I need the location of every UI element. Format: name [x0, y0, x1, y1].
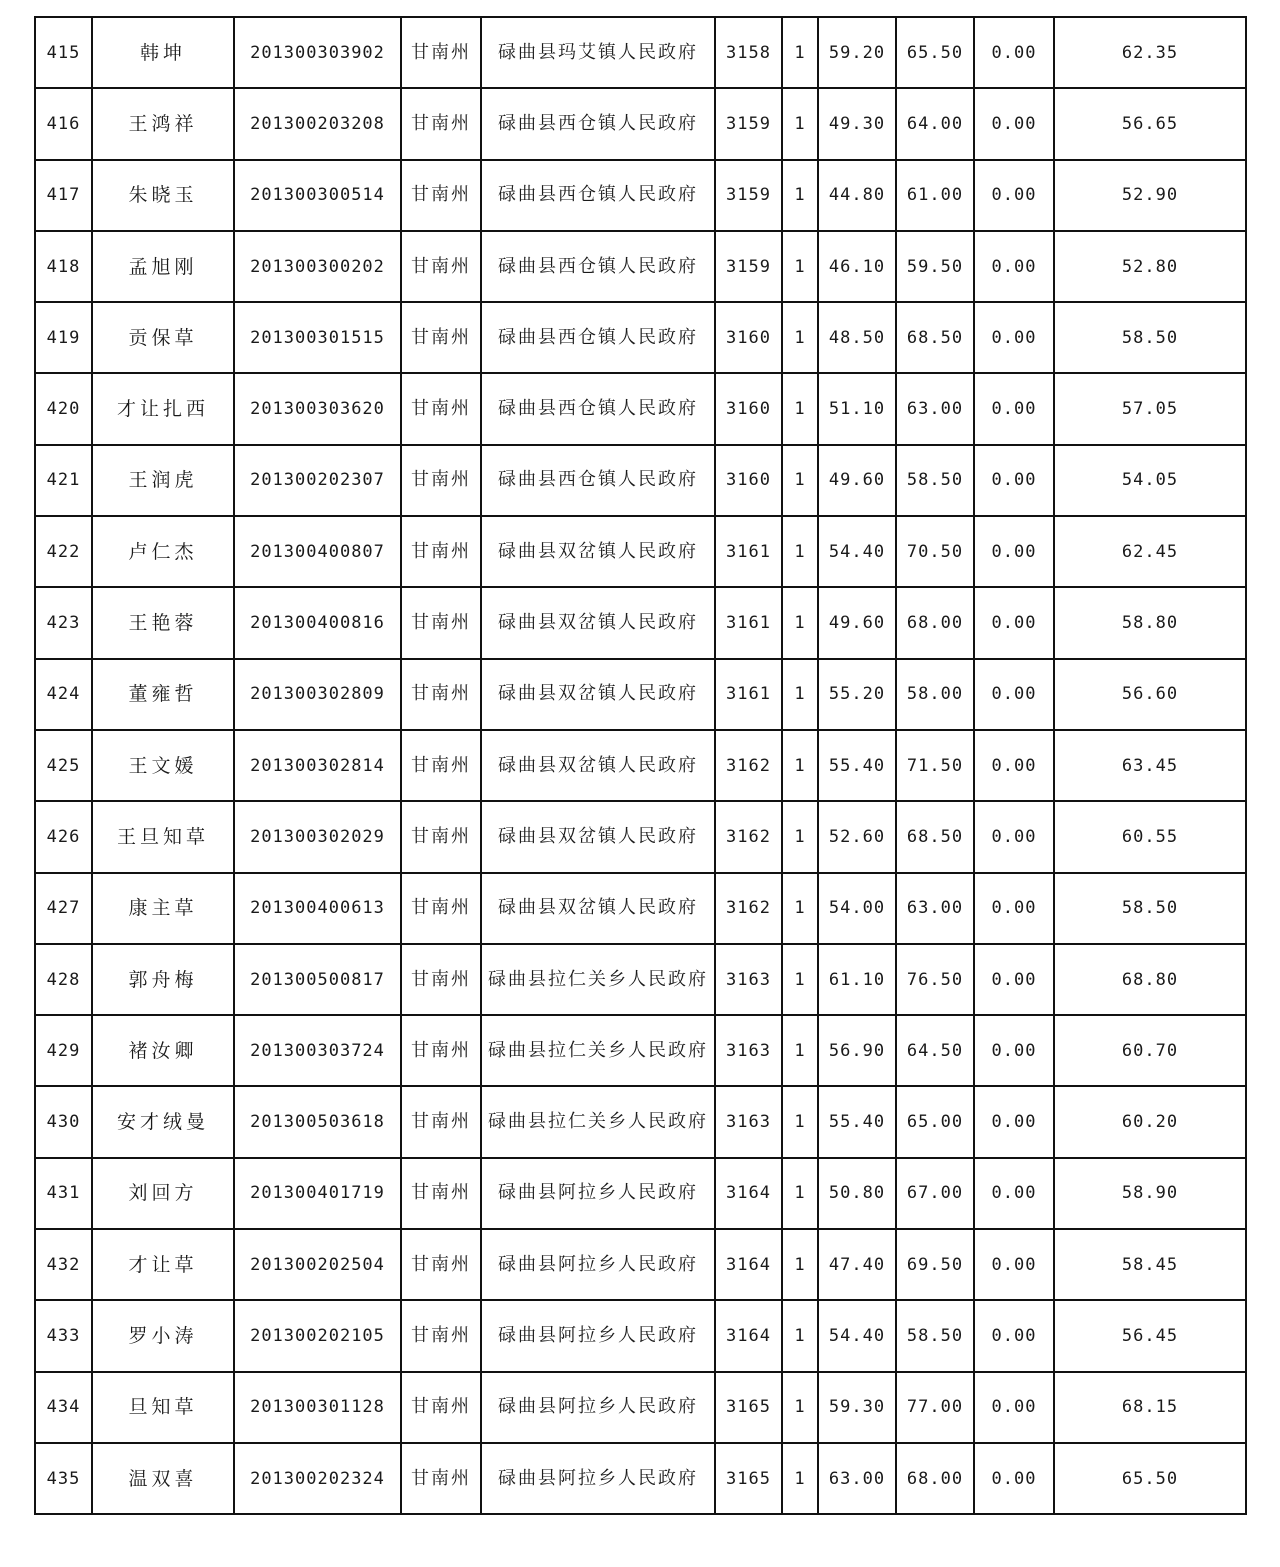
exam-number-cell: 201300503618 — [234, 1086, 401, 1157]
region-cell: 甘南州 — [401, 1015, 481, 1086]
post-code-cell: 3162 — [715, 801, 782, 872]
post-code-cell: 3161 — [715, 659, 782, 730]
unit-cell: 碌曲县阿拉乡人民政府 — [481, 1300, 715, 1371]
exam-number-cell: 201300302814 — [234, 730, 401, 801]
quota-cell: 1 — [782, 873, 818, 944]
seq-cell: 429 — [35, 1015, 92, 1086]
total-score-cell: 56.45 — [1054, 1300, 1246, 1371]
post-code-cell: 3160 — [715, 373, 782, 444]
post-code-cell: 3161 — [715, 587, 782, 658]
post-code-cell: 3162 — [715, 873, 782, 944]
region-cell: 甘南州 — [401, 801, 481, 872]
seq-cell: 424 — [35, 659, 92, 730]
unit-cell: 碌曲县西仓镇人民政府 — [481, 302, 715, 373]
seq-cell: 423 — [35, 587, 92, 658]
unit-cell: 碌曲县拉仁关乡人民政府 — [481, 944, 715, 1015]
seq-cell: 421 — [35, 445, 92, 516]
exam-number-cell: 201300202307 — [234, 445, 401, 516]
interview-score-cell: 76.50 — [896, 944, 974, 1015]
table-body — [35, 17, 1246, 1514]
exam-number-cell: 201300400807 — [234, 516, 401, 587]
name-cell: 孟旭刚 — [92, 231, 234, 302]
post-code-cell: 3165 — [715, 1443, 782, 1514]
table-row — [35, 302, 1246, 373]
bonus-score-cell: 0.00 — [974, 1300, 1054, 1371]
total-score-cell: 54.05 — [1054, 445, 1246, 516]
interview-score-cell: 68.50 — [896, 801, 974, 872]
exam-number-cell: 201300500817 — [234, 944, 401, 1015]
exam-number-cell: 201300401719 — [234, 1158, 401, 1229]
post-code-cell: 3163 — [715, 1015, 782, 1086]
seq-cell: 416 — [35, 88, 92, 159]
written-score-cell: 61.10 — [818, 944, 896, 1015]
name-cell: 褚汝卿 — [92, 1015, 234, 1086]
unit-cell: 碌曲县西仓镇人民政府 — [481, 88, 715, 159]
name-cell: 董雍哲 — [92, 659, 234, 730]
bonus-score-cell: 0.00 — [974, 1015, 1054, 1086]
table-row — [35, 373, 1246, 444]
table-row — [35, 944, 1246, 1015]
name-cell: 郭舟梅 — [92, 944, 234, 1015]
post-code-cell: 3162 — [715, 730, 782, 801]
table-row — [35, 160, 1246, 231]
post-code-cell: 3164 — [715, 1158, 782, 1229]
region-cell: 甘南州 — [401, 160, 481, 231]
unit-cell: 碌曲县双岔镇人民政府 — [481, 587, 715, 658]
bonus-score-cell: 0.00 — [974, 17, 1054, 88]
exam-number-cell: 201300303724 — [234, 1015, 401, 1086]
name-cell: 刘回方 — [92, 1158, 234, 1229]
post-code-cell: 3161 — [715, 516, 782, 587]
table-row — [35, 1300, 1246, 1371]
exam-number-cell: 201300303902 — [234, 17, 401, 88]
total-score-cell: 56.60 — [1054, 659, 1246, 730]
unit-cell: 碌曲县西仓镇人民政府 — [481, 160, 715, 231]
written-score-cell: 56.90 — [818, 1015, 896, 1086]
quota-cell: 1 — [782, 160, 818, 231]
interview-score-cell: 58.50 — [896, 445, 974, 516]
quota-cell: 1 — [782, 1300, 818, 1371]
seq-cell: 433 — [35, 1300, 92, 1371]
total-score-cell: 63.45 — [1054, 730, 1246, 801]
name-cell: 卢仁杰 — [92, 516, 234, 587]
quota-cell: 1 — [782, 302, 818, 373]
bonus-score-cell: 0.00 — [974, 944, 1054, 1015]
written-score-cell: 55.40 — [818, 730, 896, 801]
post-code-cell: 3158 — [715, 17, 782, 88]
unit-cell: 碌曲县阿拉乡人民政府 — [481, 1372, 715, 1443]
quota-cell: 1 — [782, 730, 818, 801]
quota-cell: 1 — [782, 1086, 818, 1157]
name-cell: 旦知草 — [92, 1372, 234, 1443]
exam-number-cell: 201300202504 — [234, 1229, 401, 1300]
unit-cell: 碌曲县西仓镇人民政府 — [481, 445, 715, 516]
name-cell: 韩坤 — [92, 17, 234, 88]
written-score-cell: 47.40 — [818, 1229, 896, 1300]
name-cell: 王艳蓉 — [92, 587, 234, 658]
interview-score-cell: 77.00 — [896, 1372, 974, 1443]
table-row — [35, 516, 1246, 587]
interview-score-cell: 63.00 — [896, 373, 974, 444]
quota-cell: 1 — [782, 944, 818, 1015]
table-row — [35, 873, 1246, 944]
region-cell: 甘南州 — [401, 373, 481, 444]
seq-cell: 420 — [35, 373, 92, 444]
interview-score-cell: 68.50 — [896, 302, 974, 373]
table-row — [35, 801, 1246, 872]
quota-cell: 1 — [782, 659, 818, 730]
unit-cell: 碌曲县双岔镇人民政府 — [481, 801, 715, 872]
interview-score-cell: 59.50 — [896, 231, 974, 302]
bonus-score-cell: 0.00 — [974, 659, 1054, 730]
seq-cell: 431 — [35, 1158, 92, 1229]
seq-cell: 427 — [35, 873, 92, 944]
total-score-cell: 68.15 — [1054, 1372, 1246, 1443]
region-cell: 甘南州 — [401, 1372, 481, 1443]
total-score-cell: 68.80 — [1054, 944, 1246, 1015]
unit-cell: 碌曲县阿拉乡人民政府 — [481, 1229, 715, 1300]
exam-number-cell: 201300302809 — [234, 659, 401, 730]
seq-cell: 425 — [35, 730, 92, 801]
name-cell: 贡保草 — [92, 302, 234, 373]
name-cell: 王文媛 — [92, 730, 234, 801]
unit-cell: 碌曲县阿拉乡人民政府 — [481, 1158, 715, 1229]
score-table — [34, 16, 1247, 1515]
exam-number-cell: 201300300514 — [234, 160, 401, 231]
table-row — [35, 1086, 1246, 1157]
seq-cell: 426 — [35, 801, 92, 872]
post-code-cell: 3159 — [715, 88, 782, 159]
seq-cell: 430 — [35, 1086, 92, 1157]
table-row — [35, 1158, 1246, 1229]
post-code-cell: 3159 — [715, 231, 782, 302]
written-score-cell: 54.40 — [818, 516, 896, 587]
unit-cell: 碌曲县双岔镇人民政府 — [481, 873, 715, 944]
seq-cell: 417 — [35, 160, 92, 231]
quota-cell: 1 — [782, 17, 818, 88]
quota-cell: 1 — [782, 445, 818, 516]
region-cell: 甘南州 — [401, 302, 481, 373]
table-row — [35, 1229, 1246, 1300]
total-score-cell: 58.45 — [1054, 1229, 1246, 1300]
post-code-cell: 3159 — [715, 160, 782, 231]
name-cell: 康主草 — [92, 873, 234, 944]
region-cell: 甘南州 — [401, 1229, 481, 1300]
written-score-cell: 49.30 — [818, 88, 896, 159]
interview-score-cell: 67.00 — [896, 1158, 974, 1229]
exam-number-cell: 201300203208 — [234, 88, 401, 159]
name-cell: 朱晓玉 — [92, 160, 234, 231]
post-code-cell: 3160 — [715, 445, 782, 516]
written-score-cell: 59.30 — [818, 1372, 896, 1443]
unit-cell: 碌曲县双岔镇人民政府 — [481, 730, 715, 801]
post-code-cell: 3164 — [715, 1300, 782, 1371]
unit-cell: 碌曲县阿拉乡人民政府 — [481, 1443, 715, 1514]
region-cell: 甘南州 — [401, 730, 481, 801]
post-code-cell: 3165 — [715, 1372, 782, 1443]
exam-number-cell: 201300202324 — [234, 1443, 401, 1514]
total-score-cell: 60.70 — [1054, 1015, 1246, 1086]
total-score-cell: 65.50 — [1054, 1443, 1246, 1514]
exam-number-cell: 201300301515 — [234, 302, 401, 373]
region-cell: 甘南州 — [401, 88, 481, 159]
interview-score-cell: 68.00 — [896, 1443, 974, 1514]
total-score-cell: 57.05 — [1054, 373, 1246, 444]
name-cell: 王旦知草 — [92, 801, 234, 872]
total-score-cell: 60.20 — [1054, 1086, 1246, 1157]
bonus-score-cell: 0.00 — [974, 1158, 1054, 1229]
written-score-cell: 50.80 — [818, 1158, 896, 1229]
interview-score-cell: 58.50 — [896, 1300, 974, 1371]
exam-number-cell: 201300302029 — [234, 801, 401, 872]
region-cell: 甘南州 — [401, 944, 481, 1015]
region-cell: 甘南州 — [401, 659, 481, 730]
written-score-cell: 55.20 — [818, 659, 896, 730]
region-cell: 甘南州 — [401, 1158, 481, 1229]
bonus-score-cell: 0.00 — [974, 231, 1054, 302]
bonus-score-cell: 0.00 — [974, 1372, 1054, 1443]
total-score-cell: 60.55 — [1054, 801, 1246, 872]
region-cell: 甘南州 — [401, 231, 481, 302]
name-cell: 才让扎西 — [92, 373, 234, 444]
region-cell: 甘南州 — [401, 1086, 481, 1157]
bonus-score-cell: 0.00 — [974, 516, 1054, 587]
total-score-cell: 58.50 — [1054, 873, 1246, 944]
seq-cell: 428 — [35, 944, 92, 1015]
total-score-cell: 56.65 — [1054, 88, 1246, 159]
total-score-cell: 58.90 — [1054, 1158, 1246, 1229]
table-row — [35, 88, 1246, 159]
name-cell: 才让草 — [92, 1229, 234, 1300]
written-score-cell: 54.00 — [818, 873, 896, 944]
unit-cell: 碌曲县双岔镇人民政府 — [481, 516, 715, 587]
quota-cell: 1 — [782, 1158, 818, 1229]
bonus-score-cell: 0.00 — [974, 873, 1054, 944]
bonus-score-cell: 0.00 — [974, 445, 1054, 516]
name-cell: 安才绒曼 — [92, 1086, 234, 1157]
bonus-score-cell: 0.00 — [974, 302, 1054, 373]
name-cell: 王鸿祥 — [92, 88, 234, 159]
quota-cell: 1 — [782, 1443, 818, 1514]
unit-cell: 碌曲县西仓镇人民政府 — [481, 231, 715, 302]
quota-cell: 1 — [782, 1229, 818, 1300]
table-row — [35, 659, 1246, 730]
written-score-cell: 49.60 — [818, 445, 896, 516]
name-cell: 罗小涛 — [92, 1300, 234, 1371]
total-score-cell: 58.80 — [1054, 587, 1246, 658]
unit-cell: 碌曲县西仓镇人民政府 — [481, 373, 715, 444]
region-cell: 甘南州 — [401, 1300, 481, 1371]
interview-score-cell: 63.00 — [896, 873, 974, 944]
interview-score-cell: 58.00 — [896, 659, 974, 730]
quota-cell: 1 — [782, 516, 818, 587]
table-row — [35, 1015, 1246, 1086]
table-row — [35, 730, 1246, 801]
table-row — [35, 17, 1246, 88]
quota-cell: 1 — [782, 1372, 818, 1443]
unit-cell: 碌曲县拉仁关乡人民政府 — [481, 1015, 715, 1086]
name-cell: 温双喜 — [92, 1443, 234, 1514]
seq-cell: 415 — [35, 17, 92, 88]
written-score-cell: 44.80 — [818, 160, 896, 231]
written-score-cell: 63.00 — [818, 1443, 896, 1514]
interview-score-cell: 70.50 — [896, 516, 974, 587]
post-code-cell: 3160 — [715, 302, 782, 373]
interview-score-cell: 65.50 — [896, 17, 974, 88]
unit-cell: 碌曲县玛艾镇人民政府 — [481, 17, 715, 88]
region-cell: 甘南州 — [401, 873, 481, 944]
written-score-cell: 49.60 — [818, 587, 896, 658]
exam-number-cell: 201300202105 — [234, 1300, 401, 1371]
total-score-cell: 52.90 — [1054, 160, 1246, 231]
exam-number-cell: 201300400613 — [234, 873, 401, 944]
quota-cell: 1 — [782, 88, 818, 159]
interview-score-cell: 65.00 — [896, 1086, 974, 1157]
quota-cell: 1 — [782, 801, 818, 872]
interview-score-cell: 61.00 — [896, 160, 974, 231]
region-cell: 甘南州 — [401, 587, 481, 658]
region-cell: 甘南州 — [401, 1443, 481, 1514]
total-score-cell: 62.35 — [1054, 17, 1246, 88]
exam-number-cell: 201300303620 — [234, 373, 401, 444]
total-score-cell: 62.45 — [1054, 516, 1246, 587]
seq-cell: 435 — [35, 1443, 92, 1514]
bonus-score-cell: 0.00 — [974, 1086, 1054, 1157]
written-score-cell: 46.10 — [818, 231, 896, 302]
seq-cell: 434 — [35, 1372, 92, 1443]
written-score-cell: 48.50 — [818, 302, 896, 373]
name-cell: 王润虎 — [92, 445, 234, 516]
bonus-score-cell: 0.00 — [974, 373, 1054, 444]
seq-cell: 418 — [35, 231, 92, 302]
region-cell: 甘南州 — [401, 516, 481, 587]
seq-cell: 419 — [35, 302, 92, 373]
interview-score-cell: 68.00 — [896, 587, 974, 658]
total-score-cell: 58.50 — [1054, 302, 1246, 373]
post-code-cell: 3163 — [715, 1086, 782, 1157]
exam-number-cell: 201300301128 — [234, 1372, 401, 1443]
region-cell: 甘南州 — [401, 445, 481, 516]
region-cell: 甘南州 — [401, 17, 481, 88]
written-score-cell: 52.60 — [818, 801, 896, 872]
exam-number-cell: 201300400816 — [234, 587, 401, 658]
quota-cell: 1 — [782, 231, 818, 302]
interview-score-cell: 71.50 — [896, 730, 974, 801]
bonus-score-cell: 0.00 — [974, 730, 1054, 801]
interview-score-cell: 64.00 — [896, 88, 974, 159]
bonus-score-cell: 0.00 — [974, 88, 1054, 159]
written-score-cell: 55.40 — [818, 1086, 896, 1157]
table-row — [35, 445, 1246, 516]
interview-score-cell: 69.50 — [896, 1229, 974, 1300]
table-row — [35, 231, 1246, 302]
bonus-score-cell: 0.00 — [974, 1443, 1054, 1514]
table-row — [35, 587, 1246, 658]
quota-cell: 1 — [782, 1015, 818, 1086]
written-score-cell: 51.10 — [818, 373, 896, 444]
quota-cell: 1 — [782, 587, 818, 658]
seq-cell: 432 — [35, 1229, 92, 1300]
quota-cell: 1 — [782, 373, 818, 444]
table-row — [35, 1443, 1246, 1514]
unit-cell: 碌曲县双岔镇人民政府 — [481, 659, 715, 730]
bonus-score-cell: 0.00 — [974, 1229, 1054, 1300]
unit-cell: 碌曲县拉仁关乡人民政府 — [481, 1086, 715, 1157]
total-score-cell: 52.80 — [1054, 231, 1246, 302]
post-code-cell: 3164 — [715, 1229, 782, 1300]
bonus-score-cell: 0.00 — [974, 587, 1054, 658]
table-row — [35, 1372, 1246, 1443]
written-score-cell: 59.20 — [818, 17, 896, 88]
bonus-score-cell: 0.00 — [974, 160, 1054, 231]
exam-number-cell: 201300300202 — [234, 231, 401, 302]
post-code-cell: 3163 — [715, 944, 782, 1015]
interview-score-cell: 64.50 — [896, 1015, 974, 1086]
bonus-score-cell: 0.00 — [974, 801, 1054, 872]
written-score-cell: 54.40 — [818, 1300, 896, 1371]
seq-cell: 422 — [35, 516, 92, 587]
